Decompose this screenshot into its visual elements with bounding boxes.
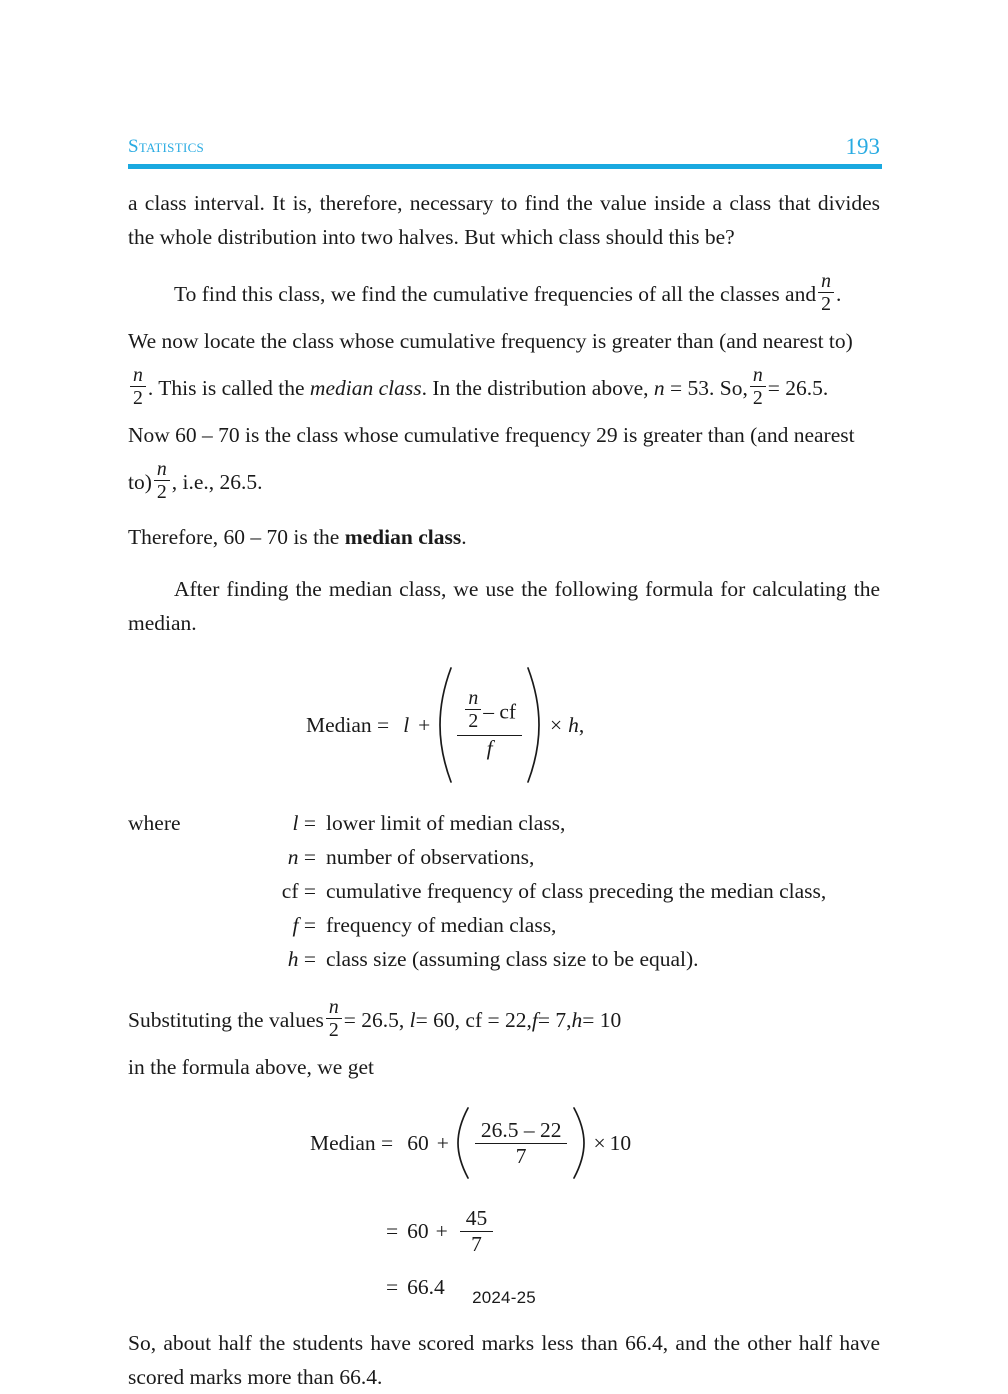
numerator-minus-cf: – cf [483, 698, 517, 723]
where-row [128, 840, 880, 874]
where-symbol: n = [287, 845, 316, 869]
median-formula-row [128, 666, 880, 784]
page-footer [0, 1288, 1008, 1308]
left-paren-icon [437, 666, 453, 784]
paragraph-median-class-text-3: = 53. So, [670, 376, 748, 400]
fraction-denominator: 2 [133, 387, 143, 410]
fraction-numerator: n [328, 996, 339, 1019]
page-number: 193 [845, 134, 880, 159]
paragraph-locate-class-text: We now locate the class whose cumulative frequency is greater than (and nearest to) [128, 329, 853, 353]
paragraph-sixty-seventy [128, 418, 880, 452]
median-formula-fraction [457, 686, 522, 761]
where-symbol-text: f [292, 913, 299, 937]
paragraph-median-class-text-1: This is called the [158, 376, 305, 400]
fraction-denominator: 2 [156, 481, 167, 504]
where-definition: frequency of median class, [326, 913, 557, 937]
footer-year: 2024-25 [472, 1288, 536, 1307]
where-row [128, 806, 880, 840]
paragraph-in-formula [128, 1050, 880, 1084]
paragraph-after-finding-text: After finding the median class, we use the following formula for calculating the median. [128, 577, 880, 635]
paragraph-substituting-lcf: = 60, cf = 22, [415, 1008, 532, 1032]
fraction-n-over-2 [750, 365, 766, 408]
median-step2-fraction [460, 1206, 494, 1256]
median-substituted-denominator: 7 [515, 1143, 527, 1168]
fraction-n-over-2 [465, 688, 481, 731]
median-substituted-fraction [475, 1118, 568, 1168]
paragraph-substituting-f: = 7, [537, 1008, 572, 1032]
paragraph-substituting-value: = 26.5, [343, 1008, 405, 1032]
fraction-numerator: n [133, 364, 143, 387]
where-symbol-text: l [292, 811, 299, 835]
paragraph-therefore-text: Therefore, 60 – 70 is the [128, 525, 340, 549]
where-symbol: h = [287, 947, 316, 971]
fraction-n-over-2 [130, 365, 146, 408]
paragraph-find-class-period: . [836, 282, 842, 306]
header-rule [128, 164, 882, 169]
where-definition: cumulative frequency of class preceding the median class, [326, 879, 827, 903]
fraction-denominator: 2 [821, 293, 831, 316]
paragraph-therefore-period: . [461, 525, 467, 549]
variable-h: h [571, 1008, 583, 1032]
paragraph-find-class-text: To find this class, we find the cumulative frequencies of all the classes and [174, 282, 817, 306]
median-substituted-label: Median = [310, 1131, 394, 1155]
page-content [128, 136, 880, 1394]
where-symbol-text: h [287, 947, 299, 971]
equals-operator: = [386, 1275, 399, 1300]
variable-l: l [409, 1008, 416, 1032]
right-paren-icon [571, 1106, 587, 1180]
fraction-numerator: n [752, 364, 763, 387]
times-operator: × [593, 1131, 606, 1155]
equals-operator: = [386, 1219, 399, 1244]
fraction-n-over-2 [154, 459, 170, 502]
where-symbol: cf = [281, 879, 316, 903]
paragraph-in-formula-text: in the formula above, we get [128, 1055, 374, 1079]
times-operator: × [550, 713, 563, 737]
plus-operator: + [418, 713, 431, 737]
fraction-denominator: 2 [468, 710, 479, 733]
paragraph-median-class-text-4: = 26.5. [767, 376, 829, 400]
formula-comma: , [578, 713, 585, 737]
median-class-bold: median class [344, 525, 462, 549]
plus-operator: + [436, 1131, 449, 1155]
median-substituted-base: 60 [407, 1131, 429, 1155]
paragraph-find-class [128, 264, 880, 324]
chapter-title: Statistics [128, 136, 205, 157]
where-keyword: where [128, 811, 181, 835]
median-step2-denominator: 7 [471, 1231, 482, 1256]
paragraph-therefore [128, 520, 880, 554]
where-definitions-list [128, 806, 880, 976]
median-class-italic: median class [309, 376, 422, 400]
where-row [128, 874, 880, 908]
median-formula-display [128, 666, 880, 784]
fraction-n-over-2 [326, 997, 342, 1040]
fraction-numerator: n [156, 458, 167, 481]
right-paren-icon [526, 666, 542, 784]
fraction-denominator: 2 [752, 387, 763, 410]
paragraph-conclusion [128, 1326, 880, 1394]
where-symbol-text: cf [281, 879, 299, 903]
median-substituted-row [128, 1106, 880, 1180]
where-definition: lower limit of median class, [326, 811, 566, 835]
body-text [128, 186, 880, 1394]
paragraph-substituting [128, 990, 880, 1050]
median-step2-numerator: 45 [465, 1206, 488, 1230]
variable-l: l [403, 713, 410, 737]
plus-operator: + [435, 1219, 448, 1244]
median-step2-row [128, 1206, 880, 1256]
median-step2-display [128, 1206, 880, 1256]
median-substituted-numerator: 26.5 – 22 [480, 1117, 562, 1142]
left-paren-icon [455, 1106, 471, 1180]
paragraph-class-interval-text: a class interval. It is, therefore, necessary to find the value inside a class that divides the whole distribution into two halves. But which class should this be? [128, 191, 880, 249]
variable-n: n [653, 376, 665, 400]
median-step2-base: 60 [407, 1219, 429, 1244]
where-symbol: l = [292, 811, 316, 835]
paragraph-conclusion-text: So, about half the students have scored marks less than 66.4, and the other half have scored marks more than 66.4. [128, 1331, 880, 1390]
median-substituted-display [128, 1106, 880, 1180]
fraction-numerator: n [821, 270, 831, 293]
median-substituted-multiplier: 10 [609, 1131, 632, 1155]
paragraph-class-interval [128, 186, 880, 254]
median-formula-numerator [457, 686, 522, 735]
where-definition: number of observations, [326, 845, 535, 869]
paragraph-sixty-seventy-text: Now 60 – 70 is the class whose cumulative frequency 29 is greater than (and nearest [128, 423, 855, 447]
where-row [128, 908, 880, 942]
fraction-n-over-2 [818, 271, 834, 314]
fraction-numerator: n [468, 686, 479, 709]
paragraph-median-class-def [128, 358, 880, 418]
variable-h: h [568, 713, 579, 737]
where-row [128, 942, 880, 976]
paragraph-substituting-h: = 10 [582, 1008, 622, 1032]
paragraph-to-n-over-2 [128, 452, 880, 512]
median-formula-denominator: f [486, 735, 493, 760]
paragraph-to-text: to) [128, 470, 152, 494]
running-head [128, 136, 880, 170]
paragraph-substituting-text: Substituting the values [128, 1008, 324, 1032]
paragraph-median-class-text-2: . In the distribution above, [421, 376, 649, 400]
where-symbol: f = [292, 913, 316, 937]
fraction-denominator: 2 [328, 1019, 339, 1042]
paragraph-locate-class [128, 324, 880, 358]
median-formula-label: Median = [306, 713, 390, 737]
where-definition: class size (assuming class size to be equal). [326, 947, 699, 971]
variable-f: f [531, 1008, 538, 1032]
paragraph-to-ie-text: , i.e., 26.5. [171, 470, 263, 494]
paragraph-after-finding [128, 572, 880, 640]
where-symbol-text: n [287, 845, 299, 869]
paragraph-median-class-period: . [147, 376, 154, 400]
median-step3-value: 66.4 [407, 1275, 445, 1300]
